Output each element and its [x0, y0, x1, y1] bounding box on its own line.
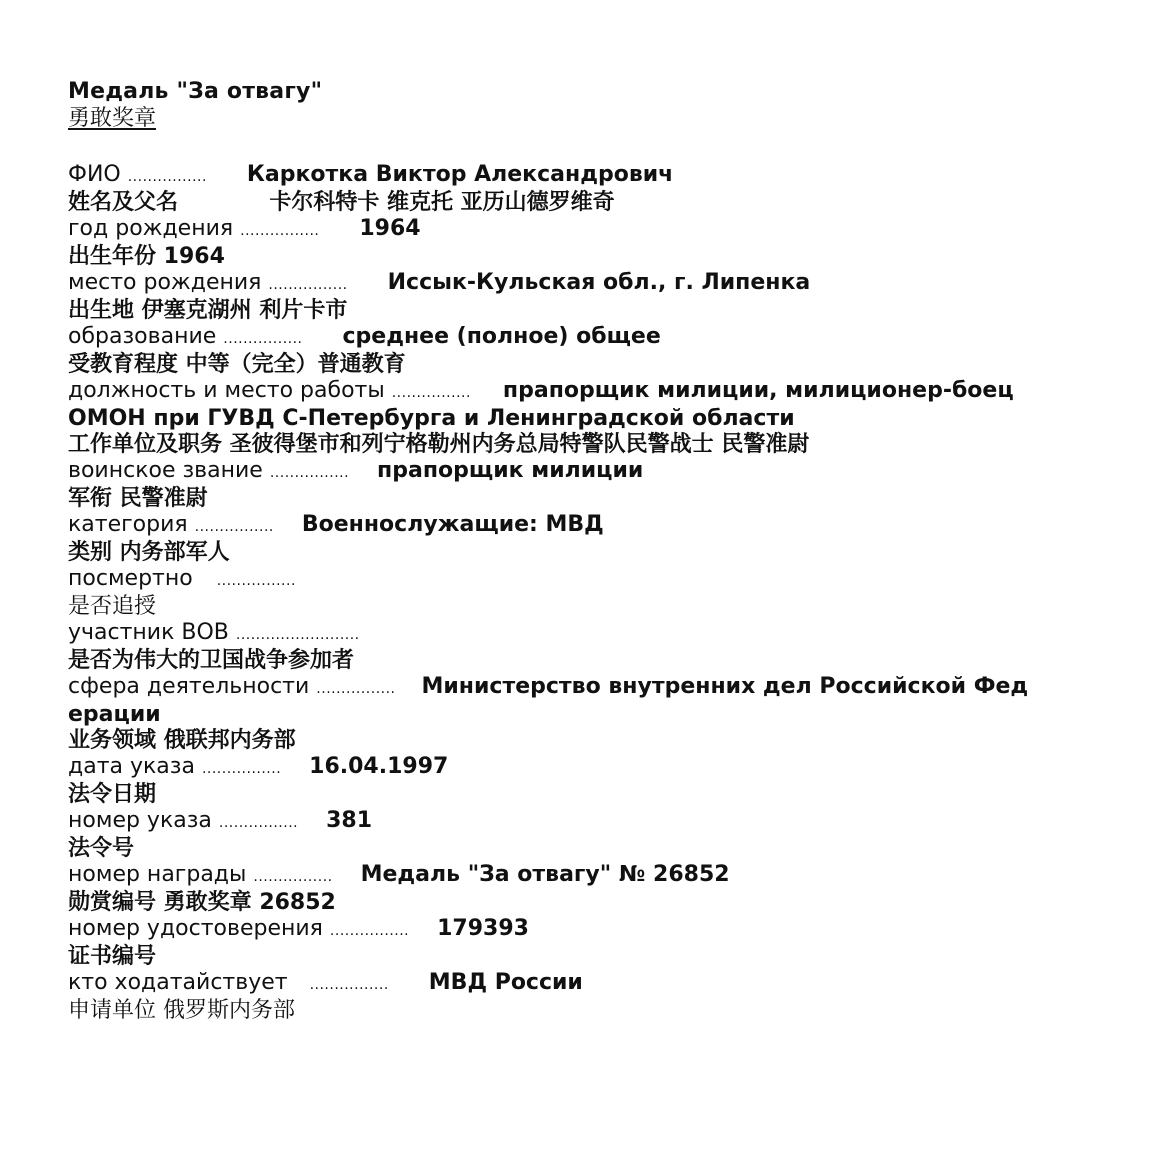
field-value: МВД России [428, 970, 583, 995]
field-label: образование [68, 324, 217, 349]
field-label-cn: 姓名及父名 [68, 190, 179, 215]
leader-dots: ................ [269, 465, 350, 481]
field-value: Иссык-Кульская обл., г. Липенка [387, 270, 811, 295]
field-position-continued: ОМОН при ГУВД С-Петербурга и Ленинградской области [68, 406, 795, 431]
leader-dots: ................ [218, 815, 299, 831]
leader-dots: ................ [316, 681, 396, 697]
field-value: среднее (полное) общее [342, 324, 661, 349]
leader-dots: ................ [253, 869, 333, 885]
field-label: год рождения [68, 216, 234, 241]
document-subtitle: 勇敢奖章 [68, 106, 157, 131]
leader-dots: ................ [216, 573, 296, 589]
field-category-cn: 类别 内务部军人 [68, 540, 230, 565]
field-fio-cn [68, 190, 1148, 216]
field-label: номер удостоверения [68, 916, 323, 941]
field-value: прапорщик милиции, милиционер-боец [502, 378, 1014, 403]
field-birth-place [68, 270, 1148, 298]
field-education [68, 324, 1148, 352]
field-label: номер награды [68, 862, 247, 887]
field-posthumous-cn: 是否追授 [68, 594, 157, 619]
field-wwii [68, 620, 1148, 648]
field-sphere-cn: 业务领域 俄联邦内务部 [68, 728, 296, 753]
field-label: участник ВОВ [68, 620, 229, 645]
field-label: должность и место работы [68, 378, 385, 403]
leader-dots: ................ [223, 331, 303, 347]
field-certificate-number [68, 916, 1148, 944]
field-label: посмертно [68, 566, 193, 591]
award-document [68, 78, 1148, 1024]
field-value: 16.04.1997 [309, 754, 449, 779]
field-value: Министерство внутренних дел Российской Фед [421, 674, 1029, 699]
leader-dots: ................ [268, 277, 348, 293]
field-petitioner [68, 970, 1148, 998]
field-label: категория [68, 512, 188, 537]
leader-dots: ......................... [235, 627, 360, 643]
field-value: Каркотка Виктор Александрович [246, 162, 674, 187]
leader-dots: ................ [329, 923, 410, 939]
field-value: 1964 [359, 216, 421, 241]
field-rank [68, 458, 1148, 486]
field-value: 381 [326, 808, 373, 833]
field-fio [68, 162, 1148, 190]
document-title: Медаль "За отвагу" [68, 79, 323, 104]
field-label: кто ходатайствует [68, 970, 288, 995]
field-label: номер указа [68, 808, 212, 833]
leader-dots: ................ [201, 761, 282, 777]
field-label: воинское звание [68, 458, 263, 483]
field-petitioner-cn: 申请单位 俄罗斯内务部 [68, 998, 295, 1023]
field-birth-place-cn: 出生地 伊塞克湖州 利片卡市 [68, 298, 348, 323]
field-value: 179393 [437, 916, 529, 941]
field-certificate-number-cn: 证书编号 [68, 944, 157, 969]
field-label: место рождения [68, 270, 262, 295]
field-award-number [68, 862, 1148, 890]
leader-dots: ................ [391, 385, 471, 401]
field-label: сфера деятельности [68, 674, 310, 699]
leader-dots: ................ [309, 977, 389, 993]
field-birth-year [68, 216, 1148, 244]
field-category [68, 512, 1148, 540]
field-sphere-continued: ерации [68, 702, 161, 727]
field-position [68, 378, 1148, 406]
field-sphere [68, 674, 1148, 702]
field-value: Военнослужащие: МВД [301, 512, 604, 537]
leader-dots: ................ [127, 169, 207, 185]
field-decree-number [68, 808, 1148, 836]
field-decree-date [68, 754, 1148, 782]
field-award-number-cn: 勋赏编号 勇敢奖章 26852 [68, 890, 336, 915]
field-wwii-cn: 是否为伟大的卫国战争参加者 [68, 648, 355, 673]
field-value-cn: 卡尔科特卡 维克托 亚历山德罗维奇 [269, 190, 615, 215]
leader-dots: ................ [240, 223, 320, 239]
field-decree-number-cn: 法令号 [68, 836, 135, 861]
leader-dots: ................ [194, 519, 274, 535]
field-position-cn: 工作单位及职务 圣彼得堡市和列宁格勒州内务总局特警队民警战士 民警准尉 [68, 432, 810, 457]
field-birth-year-cn: 出生年份 1964 [68, 244, 225, 269]
field-value: прапорщик милиции [377, 458, 644, 483]
field-label: дата указа [68, 754, 195, 779]
field-posthumous [68, 566, 1148, 594]
field-education-cn: 受教育程度 中等（完全）普通教育 [68, 352, 406, 377]
field-value: Медаль "За отвагу" № 26852 [360, 862, 730, 887]
field-label: ФИО [68, 162, 121, 187]
field-decree-date-cn: 法令日期 [68, 782, 157, 807]
field-rank-cn: 军衔 民警准尉 [68, 486, 208, 511]
